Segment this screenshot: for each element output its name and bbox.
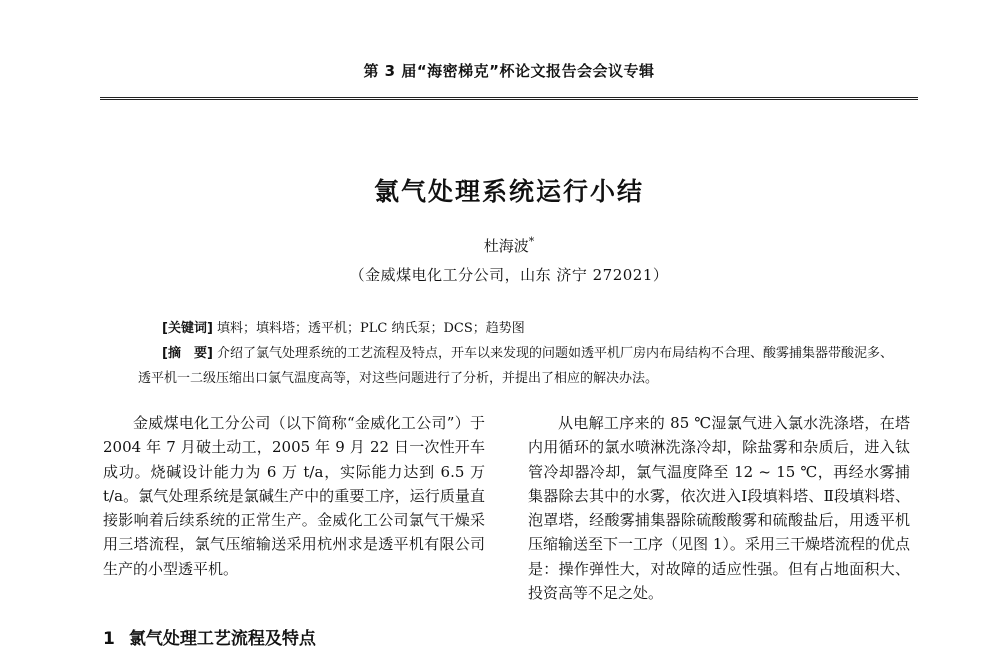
keywords-block <box>162 316 922 341</box>
section-title: 氯气处理工艺流程及特点 <box>128 629 316 649</box>
abstract-block <box>138 341 898 391</box>
header-rule <box>100 97 918 100</box>
body-column-right <box>528 411 910 605</box>
author-footnote-mark: * <box>528 235 535 248</box>
abstract-text: 介绍了氯气处理系统的工艺流程及特点，开车以来发现的问题如透平机厂房内布局结构不合理、酸雾捕集器带酸泥多、透平机一二级压缩出口氯气温度高等，对这些问题进行了分析，并提出了相应的解决办法。 <box>138 346 894 386</box>
process-paragraph: 从电解工序来的 85 ℃湿氯气进入氯水洗涤塔，在塔内用循环的氯水喷淋洗涤冷却，除盐雾和杂质后，进入钛管冷却器冷却，氯气温度降至 12 ~ 15 ℃，再经水雾捕集器除去其中的水雾，依次进入Ⅰ段填料塔、Ⅱ段填料塔、泡罩塔，经酸雾捕集器除硫酸酸雾和硫酸盐后，用透平机压缩输送至下一工序（见图 1）。采用三干燥塔流程的优点是：操作弹性大，对故障的适应性强。但有占地面积大、投资高等不足之处。 <box>528 414 910 603</box>
section-heading <box>103 624 485 649</box>
author-name: 杜海波 <box>483 237 529 255</box>
body-column-left <box>103 411 485 581</box>
section-number: 1 <box>103 629 115 649</box>
journal-header: 第 3 届“海密梯克”杯论文报告会会议专辑 <box>363 62 655 80</box>
article-title: 氯气处理系统运行小结 <box>373 177 644 206</box>
author-line <box>100 235 918 256</box>
author-affiliation: （金威煤电化工分公司，山东 济宁 272021） <box>349 266 669 284</box>
keywords-text: 填料；填料塔；透平机；PLC 纳氏泵；DCS；趋势图 <box>217 321 525 336</box>
intro-paragraph: 金威煤电化工分公司（以下简称“金威化工公司”）于 2004 年 7 月破土动工，2005 年 9 月 22 日一次性开车成功。烧碱设计能力为 6 万 t/a，实际能力达到 6.5 万 t/a。氯气处理系统是氯碱生产中的重要工序，运行质量直接影响着后续系统的正常生产。金威化工公司氯气干燥采用三塔流程，氯气压缩输送采用杭州求是透平机有限公司生产的小型透平机。 <box>103 414 485 578</box>
keywords-label: [关键词] <box>162 321 213 336</box>
abstract-label: [摘 要] <box>162 346 213 361</box>
